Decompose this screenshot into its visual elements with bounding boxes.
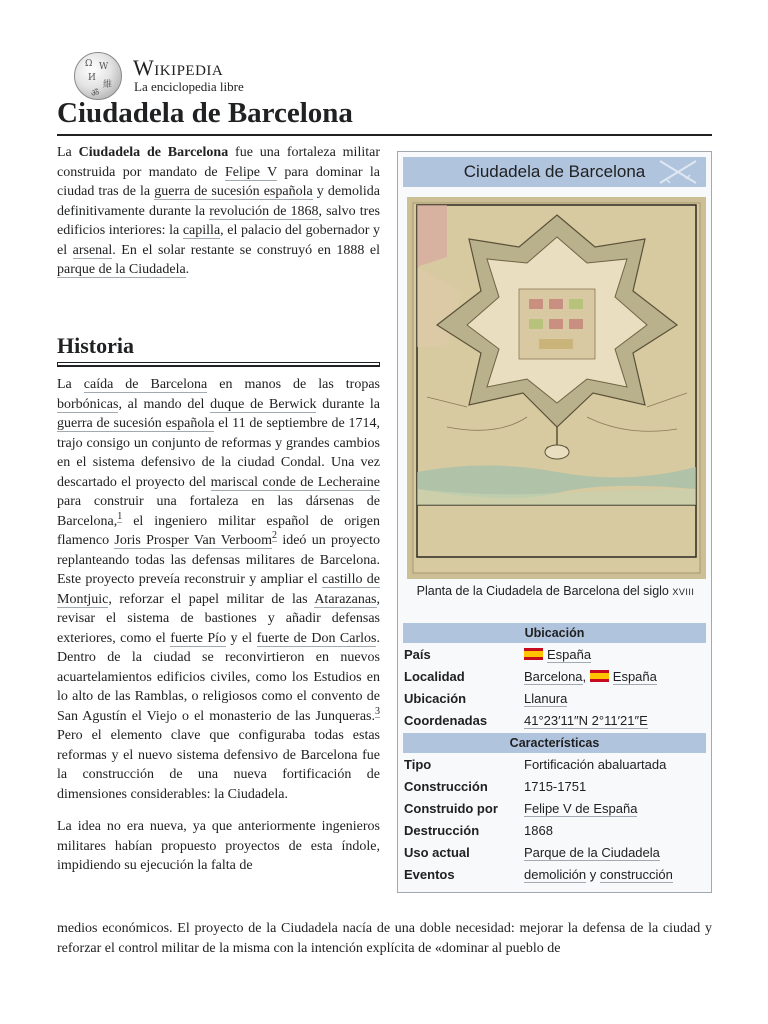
- page-title: Ciudadela de Barcelona: [57, 97, 712, 136]
- link-guerra-sucesion[interactable]: guerra de sucesión española: [154, 184, 313, 199]
- link-parque-ciudadela[interactable]: parque de la Ciudadela: [57, 262, 186, 277]
- link-parque-ciudadela-2[interactable]: Parque de la Ciudadela: [524, 845, 660, 860]
- infobox-row-construido-por: Construido por Felipe V de España: [404, 801, 638, 816]
- link-espana-2[interactable]: España: [612, 669, 657, 684]
- infobox-row-coordenadas: Coordenadas 41°23′11″N 2°11′21″E: [404, 713, 648, 728]
- section-heading-historia: Historia: [57, 333, 380, 363]
- puzzle-globe-icon: Ω W И 維 ॐ: [74, 52, 122, 100]
- link-arsenal[interactable]: arsenal: [72, 242, 113, 258]
- link-fuerte-pio[interactable]: fuerte Pío: [170, 630, 227, 646]
- history-section: [57, 375, 380, 889]
- infobox-row-tipo: Tipo Fortificación abaluartada: [404, 757, 667, 772]
- infobox-row-eventos: Eventos demolición y construcción: [404, 867, 673, 882]
- link-revolucion-1868[interactable]: revolución de 1868: [209, 203, 319, 219]
- citadel-plan-image[interactable]: [407, 197, 706, 579]
- section-header-ubicacion: Ubicación: [403, 623, 706, 643]
- link-felipe-v-espana[interactable]: Felipe V de España: [524, 801, 638, 816]
- link-llanura[interactable]: Llanura: [524, 691, 568, 706]
- spain-flag-icon: [590, 670, 609, 682]
- wikipedia-wordmark: Wikipedia: [133, 55, 224, 80]
- link-guerra-sucesion-2[interactable]: guerra de sucesión española: [57, 416, 215, 431]
- wikipedia-tagline: La enciclopedia libre: [134, 79, 244, 94]
- link-barcelona[interactable]: Barcelona: [524, 669, 583, 684]
- link-construccion[interactable]: construcción: [599, 867, 673, 882]
- link-van-verboom[interactable]: Joris Prosper Van Verboom: [114, 533, 273, 548]
- link-borbonicas[interactable]: borbónicas: [57, 396, 119, 412]
- infobox-row-localidad: Localidad Barcelona, España: [404, 669, 657, 684]
- link-coordenadas[interactable]: 41°23′11″N 2°11′21″E: [524, 713, 648, 728]
- history-paragraph-1: La caída de Barcelona en manos de las tropas borbónicas, al mando del duque de Berwick durante la guerra de sucesión española el 11 de septiembre de 1714, trajo consigo un conjunto de reformas y grandes cambios en el sistema defensivo de la ciudad Condal. Una vez descartado el proyecto del mariscal conde de Lecheraine para construir una fortaleza en las dársenas de Barcelona,$^1$ el ingeniero militar español de origen flamenco Joris Prosper Van Verboom$^2$ ideó un proyecto replanteando todas las defensas militares de Barcelona. Este proyecto preveía reconstruir y ampliar el castillo de Montjuic, reforzar el papel militar de las Atarazanas, revisar el sistema de bastiones y añadir defensas exteriores, como el fuerte Pío y el fuerte de Don Carlos. Dentro de la ciudad se reconvirtieron en nuevos acuartelamientos edificios civiles, como los Estudios en lo alto de las Ramblas, o religiosos como el convento de San Agustín el Viejo o el monasterio de las Junqueras.$^3$ Pero el elemento clave que configuraba todas estas reformas y el nuevo sistema defensivo de Barcelona fue la construcción de una nueva fortificación de dimensiones considerables: la Ciudadela.: [57, 377, 381, 802]
- link-castillo-montjuic[interactable]: castillo de Montjuic: [57, 572, 380, 607]
- link-felipe-v[interactable]: Felipe V: [224, 164, 277, 180]
- reference-1[interactable]: 1: [117, 510, 123, 522]
- image-caption: Planta de la Ciudadela de Barcelona del siglo XVIII: [416, 584, 695, 598]
- history-paragraph-2-continued: medios económicos. El proyecto de la Ciudadela nacía de una doble necesidad: mejorar la defensa de la ciudad y reforzar el control militar de la misma con la intención explícita de «dominar al pueblo de: [57, 921, 712, 956]
- reference-2[interactable]: 2: [272, 530, 278, 542]
- infobox: [397, 151, 712, 893]
- infobox-row-ubicacion: Ubicación Llanura: [404, 691, 568, 706]
- infobox-row-pais: País España: [404, 647, 592, 662]
- intro-paragraph: La Ciudadela de Barcelona fue una fortaleza militar construida por mandato de Felipe V para dominar la ciudad tras de la guerra de sucesión española y demolida definitivamente durante la revolución de 1868, salvo tres edificios interiores: la capilla, el palacio del gobernador y el arsenal. En el solar restante se construyó en 1888 el parque de la Ciudadela.: [57, 145, 381, 277]
- infobox-row-construccion: Construcción 1715-1751: [404, 779, 587, 794]
- wikipedia-logo[interactable]: [74, 50, 254, 100]
- link-demolicion[interactable]: demolición: [524, 867, 587, 882]
- infobox-title: Ciudadela de Barcelona: [403, 157, 706, 187]
- link-mariscal-lecheraine[interactable]: mariscal conde de Lecheraine: [210, 474, 380, 490]
- link-fuerte-don-carlos[interactable]: fuerte de Don Carlos: [256, 630, 377, 646]
- history-paragraph-2: La idea no era nueva, ya que anteriormente ingenieros militares habían propuesto proyectos de esta índole, impidiendo su ejecución la falta de: [57, 819, 380, 873]
- infobox-row-uso-actual: Uso actual Parque de la Ciudadela: [404, 845, 660, 860]
- link-capilla[interactable]: capilla: [182, 223, 221, 238]
- link-duque-berwick[interactable]: duque de Berwick: [210, 396, 317, 412]
- spain-flag-icon: [524, 648, 543, 660]
- reference-3[interactable]: 3: [375, 705, 380, 717]
- section-header-caracteristicas: Características: [403, 733, 706, 753]
- link-atarazanas[interactable]: Atarazanas: [314, 591, 377, 607]
- link-caida-barcelona[interactable]: caída de Barcelona: [83, 377, 208, 392]
- article-subject: Ciudadela de Barcelona: [78, 145, 229, 160]
- link-espana[interactable]: España: [547, 647, 592, 662]
- crossed-swords-icon: [658, 159, 698, 185]
- infobox-row-destruccion: Destrucción 1868: [404, 823, 553, 838]
